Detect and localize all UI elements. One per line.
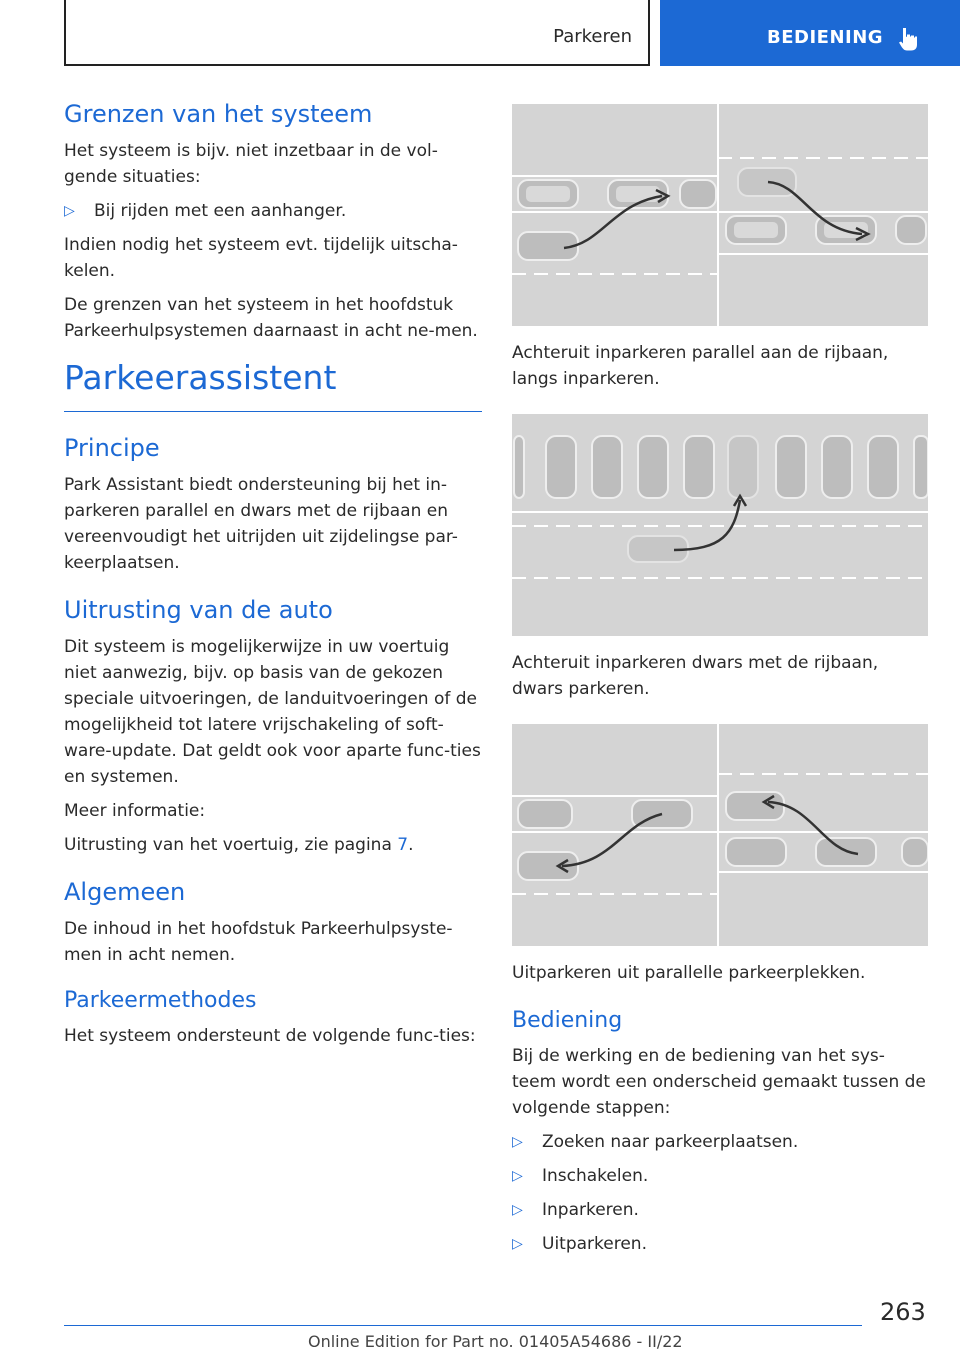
principle-heading: Principe: [64, 434, 160, 462]
header-left-box: [64, 0, 650, 66]
perpendicular-parking-illustration: [512, 414, 928, 636]
equipment-more: Meer informatie:: [64, 801, 206, 821]
parallel-exit-diagram: [512, 724, 928, 946]
header-section-title: Parkeren: [553, 26, 632, 47]
limits-bullet: [64, 198, 482, 224]
limits-paragraph-3: De grenzen van het systeem in het hoofdstuk Parkeerhulpsystemen daarnaast in acht ne-men.: [64, 295, 478, 341]
page-link[interactable]: 7: [397, 835, 409, 855]
footer-edition: Online Edition for Part no. 01405A54686 - II/22: [308, 1332, 683, 1351]
pointing-hand-icon: [896, 26, 918, 52]
main-heading: Parkeerassistent: [64, 358, 482, 412]
caption-parallel-in: Achteruit inparkeren parallel aan de rijbaan, langs inparkeren.: [512, 343, 889, 389]
left-column: [64, 100, 482, 1057]
caption-perpendicular-in: Achteruit inparkeren dwars met de rijbaan, dwars parkeren.: [512, 653, 879, 699]
parallel-exit-illustration: [512, 724, 928, 946]
bullet-triangle-icon: ▷: [512, 1202, 523, 1218]
operation-step: [512, 1163, 928, 1189]
methods-text: Het systeem ondersteunt de volgende func-ties:: [64, 1026, 476, 1046]
principle-text: Park Assistant biedt ondersteuning bij het in-parkeren parallel en dwars met de rijbaan en vereenvoudigt het uitrijden uit zijdelingse par-keerplaatsen.: [64, 475, 458, 573]
bullet-triangle-icon: ▷: [512, 1236, 523, 1252]
reference-end: .: [408, 835, 414, 855]
operation-heading: Bediening: [512, 1008, 623, 1033]
header-chapter-title: BEDIENING: [767, 27, 884, 48]
right-column: [512, 104, 928, 1265]
equipment-text: Dit systeem is mogelijkerwijze in uw voertuig niet aanwezig, bijv. op basis van de gekozen speciale uitvoeringen, de landuitvoeringen of de mogelijkheid tot latere vrijschakeling of soft-ware-update. Dat geldt ook voor aparte func-ties en systemen.: [64, 637, 481, 787]
caption-parallel-out: Uitparkeren uit parallelle parkeerplekken.: [512, 963, 866, 983]
parallel-parking-illustration: [512, 104, 928, 326]
operation-text: Bij de werking en de bediening van het sys-teem wordt een onderscheid gemaakt tussen de volgende stappen:: [512, 1046, 926, 1118]
footer-divider: [64, 1325, 862, 1326]
equipment-heading: Uitrusting van de auto: [64, 596, 333, 624]
operation-step-text: Inparkeren.: [542, 1200, 639, 1220]
page-number: 263: [880, 1298, 926, 1326]
limits-heading: Grenzen van het systeem: [64, 100, 373, 128]
bullet-triangle-icon: ▷: [64, 203, 75, 219]
reference-text: Uitrusting van het voertuig, zie pagina: [64, 835, 398, 855]
bullet-triangle-icon: ▷: [512, 1134, 523, 1150]
operation-step: [512, 1231, 928, 1257]
equipment-reference: [64, 832, 482, 858]
limits-paragraph-2: Indien nodig het systeem evt. tijdelijk uitscha-kelen.: [64, 235, 458, 281]
bullet-triangle-icon: ▷: [512, 1168, 523, 1184]
operation-step-text: Inschakelen.: [542, 1166, 649, 1186]
perpendicular-parking-diagram: [512, 414, 928, 636]
limits-intro: Het systeem is bijv. niet inzetbaar in de vol-gende situaties:: [64, 141, 438, 187]
limits-bullet-text: Bij rijden met een aanhanger.: [94, 201, 347, 221]
operation-step-text: Uitparkeren.: [542, 1234, 647, 1254]
operation-step-text: Zoeken naar parkeerplaatsen.: [542, 1132, 799, 1152]
operation-step: [512, 1129, 928, 1155]
operation-step: [512, 1197, 928, 1223]
general-heading: Algemeen: [64, 878, 186, 906]
methods-heading: Parkeermethodes: [64, 988, 257, 1013]
parallel-parking-diagram: [512, 104, 928, 326]
general-text: De inhoud in het hoofdstuk Parkeerhulpsyste-men in acht nemen.: [64, 919, 453, 965]
header-chapter-tab: [660, 0, 960, 66]
